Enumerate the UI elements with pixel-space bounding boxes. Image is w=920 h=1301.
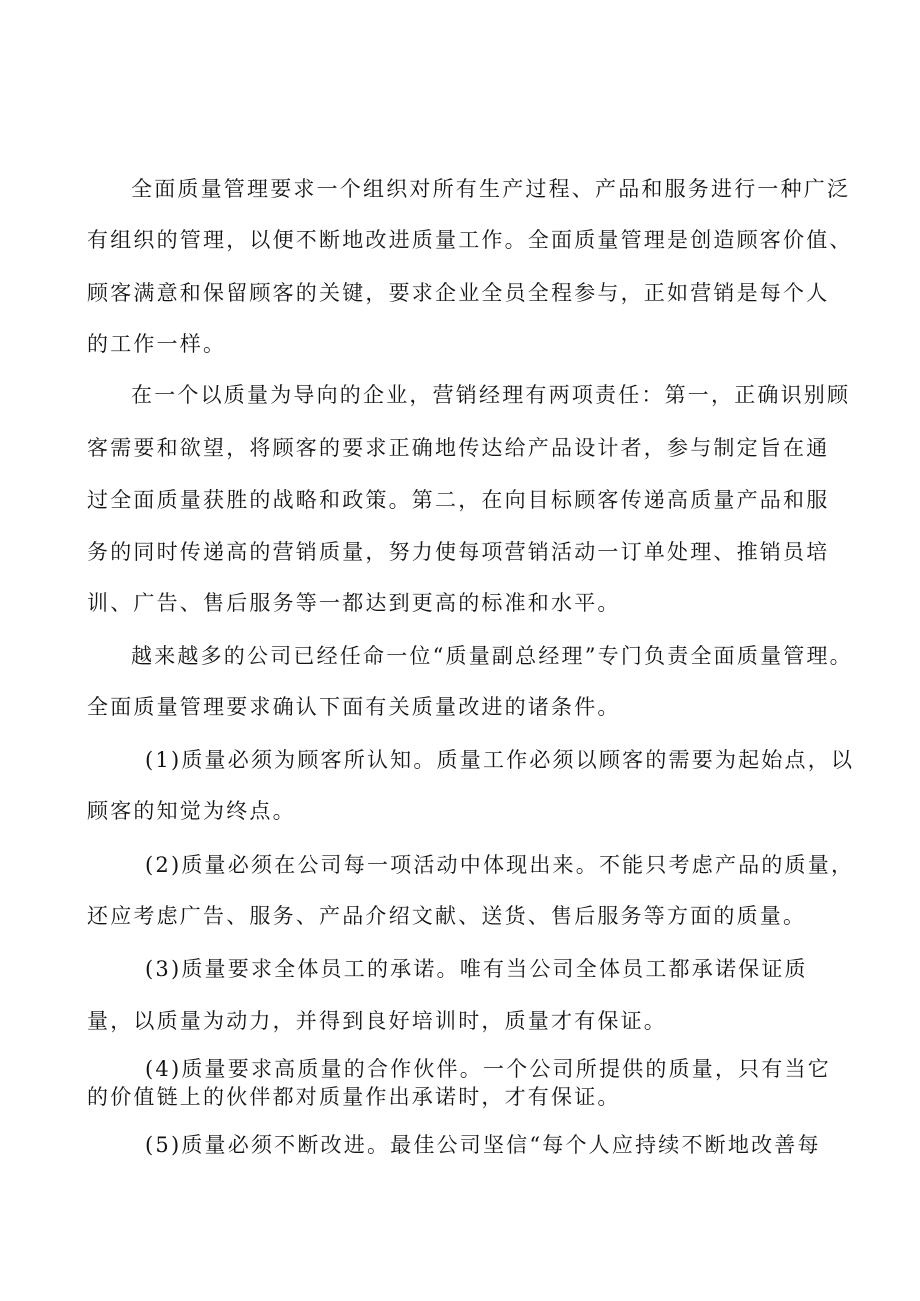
text-line: (1)质量必须为顾客所认知。质量工作必须以顾客的需要为起始点，以 xyxy=(145,748,855,772)
text-line: 在一个以质量为导向的企业，营销经理有两项责任：第一，正确识别顾 xyxy=(131,383,851,407)
text-line: 过全面质量获胜的战略和政策。第二，在向目标顾客传递高质量产品和服 xyxy=(87,488,830,512)
text-line: 训、广告、售后服务等一都达到更高的标准和水平。 xyxy=(87,591,621,615)
text-line: 越来越多的公司已经任命一位“质量副总经理”专门负责全面质量管理。 xyxy=(131,644,853,668)
text-line: (2)质量必须在公司每一项活动中体现出来。不能只考虑产品的质量， xyxy=(145,853,855,877)
text-line: 有组织的管理，以便不断地改进质量工作。全面质量管理是创造顾客价值、 xyxy=(87,228,853,252)
text-line: 务的同时传递高的营销质量，努力使每项营销活动一订单处理、推销员培 xyxy=(87,540,830,564)
text-line: 还应考虑广告、服务、产品介绍文献、送货、售后服务等方面的质量。 xyxy=(87,904,807,928)
text-line: 顾客的知觉为终点。 xyxy=(87,799,296,823)
text-line: 的工作一样。 xyxy=(87,332,227,356)
text-line: 顾客满意和保留顾客的关键，要求企业全员全程参与，正如营销是每个人 xyxy=(87,281,830,305)
text-line: (4)质量要求高质量的合作伙伴。一个公司所提供的质量，只有当它 xyxy=(145,1057,831,1081)
text-line: (3)质量要求全体员工的承诺。唯有当公司全体员工都承诺保证质 xyxy=(145,957,808,981)
text-line: 全面质量管理要求一个组织对所有生产过程、产品和服务进行一种广泛 xyxy=(131,177,851,201)
text-line: 客需要和欲望，将顾客的要求正确地传达给产品设计者，参与制定旨在通 xyxy=(87,436,830,460)
text-line: (5)质量必须不断改进。最佳公司坚信“每个人应持续不断地改善每 xyxy=(145,1133,821,1157)
text-line: 的价值链上的伙伴都对质量作出承诺时，才有保证。 xyxy=(87,1085,621,1109)
text-line: 量，以质量为动力，并得到良好培训时，质量才有保证。 xyxy=(87,1009,667,1033)
text-line: 全面质量管理要求确认下面有关质量改进的诸条件。 xyxy=(87,695,621,719)
